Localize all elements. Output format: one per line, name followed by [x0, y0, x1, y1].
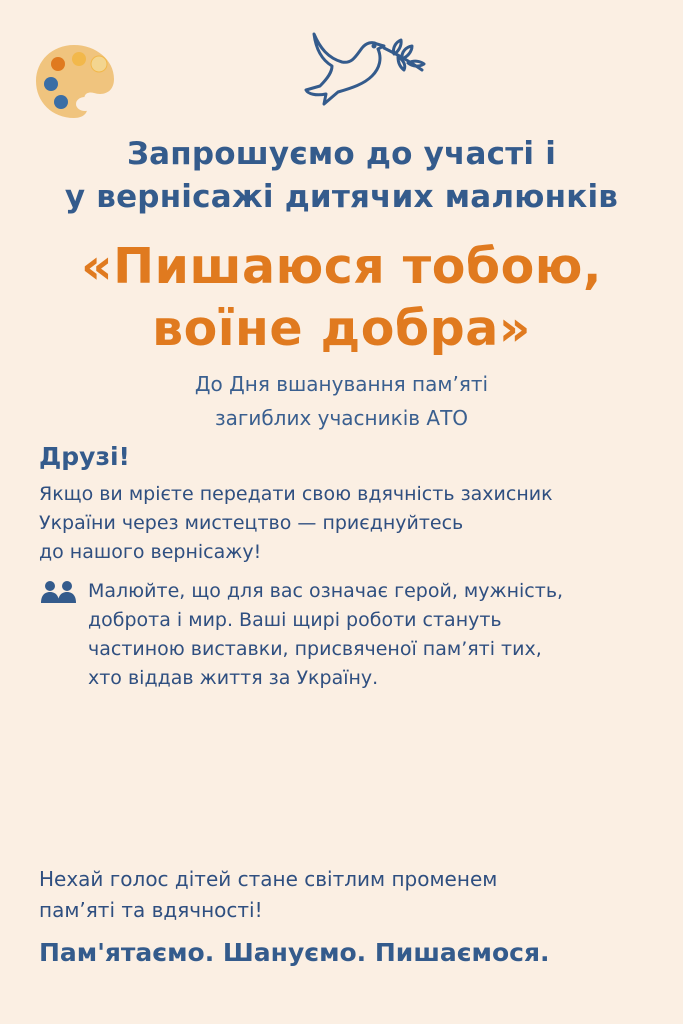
intro-line-1: Якщо ви мрієте передати свою вдячність захисник [39, 483, 553, 505]
intro-line-3: до нашого вернісажу! [39, 541, 262, 563]
subtitle-line-1: До Дня вшанування пам’яті [194, 372, 489, 396]
title-line-1: «Пишаюся тобою, [81, 238, 602, 295]
heading-line-1: Запрошуємо до участі і [126, 136, 557, 172]
closing-line-2: пам’яті та вдячності! [39, 898, 263, 922]
people-icon [40, 580, 78, 604]
bullet-line-3: частиною виставки, присвяченої пам’яті тих, [88, 638, 542, 660]
bullet-line-4: хто віддав життя за Україну. [88, 667, 379, 689]
motto: Пам'ятаємо. Шануємо. Пишаємося. [39, 938, 550, 967]
palette-icon [34, 42, 116, 120]
greeting: Друзі! [39, 442, 130, 471]
closing-line-1: Нехай голос дітей стане світлим променем [39, 867, 498, 891]
intro-line-2: України через мистецтво — приєднуйтесь [39, 512, 464, 534]
heading-line-2: у вернісажі дитячих малюнків [64, 179, 619, 215]
subtitle-line-2: загиблих учасників АТО [214, 406, 469, 430]
bullet-line-2: доброта і мир. Ваші щирі роботи стануть [88, 609, 502, 631]
dove-icon [302, 30, 430, 114]
title-line-2: воїне добра» [152, 300, 531, 357]
bullet-line-1: Малюйте, що для вас означає герой, мужність, [88, 580, 564, 602]
